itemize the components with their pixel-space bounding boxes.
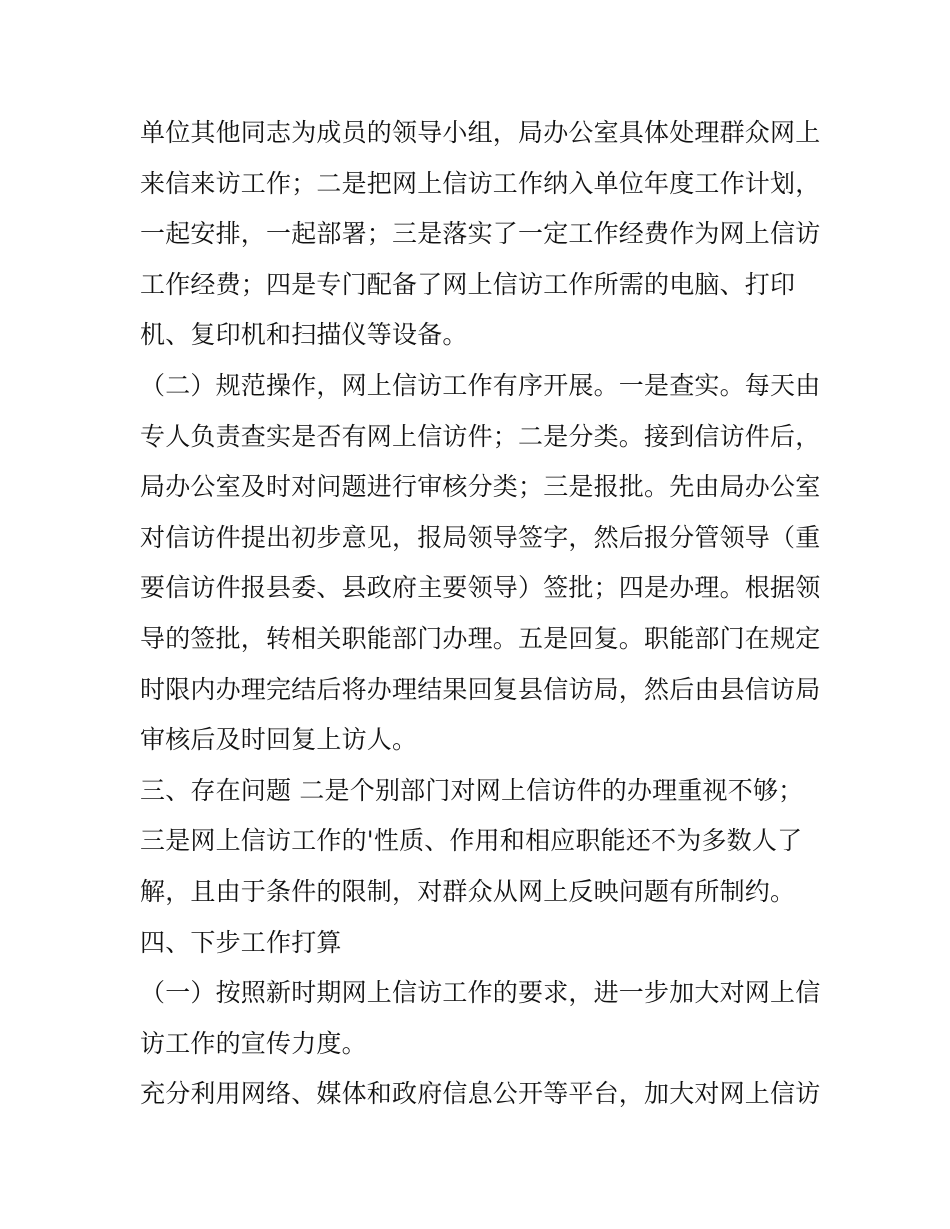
text-line: 三是网上信访工作的'性质、作用和相应职能还不为多数人了 (140, 826, 803, 856)
body-text (140, 108, 820, 1120)
text-line: 时限内办理完结后将办理结果回复县信访局，然后由县信访局 (140, 674, 821, 704)
text-line: 审核后及时回复上访人。 (140, 725, 418, 755)
section-heading-plans: 四、下步工作打算 (140, 927, 342, 957)
text-line: 专人负责查实是否有网上信访件；二是分类。接到信访件后， (140, 421, 821, 451)
text-line: 充分利用网络、媒体和政府信息公开等平台，加大对网上信访 (140, 1079, 821, 1109)
text-line: 单位其他同志为成员的领导小组，局办公室具体处理群众网上 (140, 118, 821, 147)
subsection-heading-1: （一）按照新时期网上信访工作的要求，进一步加大对网上信 (140, 978, 821, 1008)
text-line: 局办公室及时对问题进行审核分类；三是报批。先由局办公室 (140, 472, 821, 502)
text-line: 机、复印机和扫描仪等设备。 (140, 320, 468, 350)
text-line: 访工作的宣传力度。 (140, 1028, 367, 1058)
text-line: 导的签批，转相关职能部门办理。五是回复。职能部门在规定 (140, 623, 821, 653)
text-line: 解，且由于条件的限制，对群众从网上反映问题有所制约。 (140, 876, 796, 906)
text-line: 要信访件报县委、县政府主要领导）签批；四是办理。根据领 (140, 573, 821, 603)
text-line: 工作经费；四是专门配备了网上信访工作所需的电脑、打印 (140, 269, 796, 299)
text-line: 对信访件提出初步意见，报局领导签字，然后报分管领导（重 (140, 522, 821, 552)
section-heading-problems: 三、存在问题 二是个别部门对网上信访件的办理重视不够； (140, 775, 804, 805)
text-line: 来信来访工作；二是把网上信访工作纳入单位年度工作计划， (140, 168, 821, 198)
section-heading-2: （二）规范操作，网上信访工作有序开展。一是查实。每天由 (140, 370, 821, 400)
text-line: 一起安排，一起部署；三是落实了一定工作经费作为网上信访 (140, 219, 821, 249)
